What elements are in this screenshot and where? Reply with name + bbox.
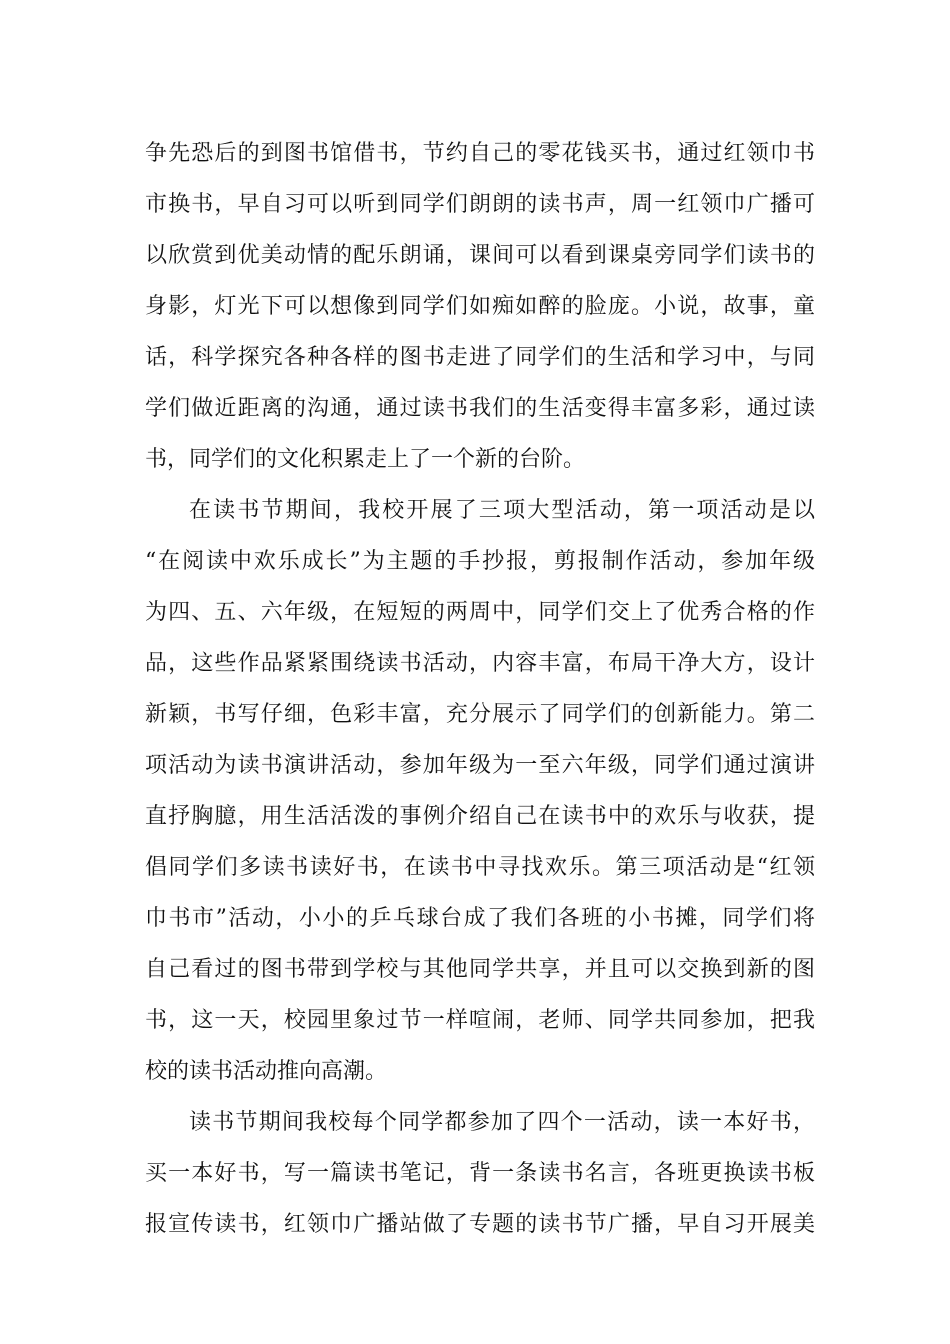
paragraph-2 <box>145 485 815 1097</box>
text-line: 身影，灯光下可以想像到同学们如痴如醉的脸庞。小说，故事，童 <box>145 294 815 319</box>
text-line: 巾书市”活动，小小的乒乓球台成了我们各班的小书摊，同学们将 <box>145 906 815 931</box>
text-line: 市换书，早自习可以听到同学们朗朗的读书声，周一红领巾广播可 <box>145 192 815 217</box>
text-line: 报宣传读书，红领巾广播站做了专题的读书节广播，早自习开展美 <box>145 1212 815 1237</box>
text-line: 话，科学探究各种各样的图书走进了同学们的生活和学习中，与同 <box>145 345 815 370</box>
text-line: 读书节期间我校每个同学都参加了四个一活动，读一本好书， <box>189 1110 815 1135</box>
text-line: 项活动为读书演讲活动，参加年级为一至六年级，同学们通过演讲 <box>145 753 815 778</box>
text-line: 在读书节期间，我校开展了三项大型活动，第一项活动是以 <box>189 498 815 523</box>
text-line: 自己看过的图书带到学校与其他同学共享，并且可以交换到新的图 <box>145 957 815 982</box>
document-body <box>145 128 815 1250</box>
text-line: 争先恐后的到图书馆借书，节约自己的零花钱买书，通过红领巾书 <box>145 141 815 166</box>
paragraph-3 <box>145 1097 815 1250</box>
text-line: 买一本好书，写一篇读书笔记，背一条读书名言，各班更换读书板 <box>145 1161 815 1186</box>
text-line: 品，这些作品紧紧围绕读书活动，内容丰富，布局干净大方，设计 <box>145 651 815 676</box>
text-line: 书，这一天，校园里象过节一样喧闹，老师、同学共同参加，把我 <box>145 1008 815 1033</box>
text-line: 新颖，书写仔细，色彩丰富，充分展示了同学们的创新能力。第二 <box>145 702 815 727</box>
text-line: 倡同学们多读书读好书，在读书中寻找欢乐。第三项活动是“红领 <box>145 855 815 880</box>
text-line: 校的读书活动推向高潮。 <box>145 1059 388 1084</box>
text-line: 书，同学们的文化积累走上了一个新的台阶。 <box>145 447 586 472</box>
text-line: 直抒胸臆，用生活活泼的事例介绍自己在读书中的欢乐与收获，提 <box>145 804 815 829</box>
text-line: 学们做近距离的沟通，通过读书我们的生活变得丰富多彩，通过读 <box>145 396 815 421</box>
text-line: 为四、五、六年级，在短短的两周中，同学们交上了优秀合格的作 <box>145 600 815 625</box>
text-line: 以欣赏到优美动情的配乐朗诵，课间可以看到课桌旁同学们读书的 <box>145 243 815 268</box>
text-line: “在阅读中欢乐成长”为主题的手抄报，剪报制作活动，参加年级 <box>145 549 815 574</box>
paragraph-1 <box>145 128 815 485</box>
